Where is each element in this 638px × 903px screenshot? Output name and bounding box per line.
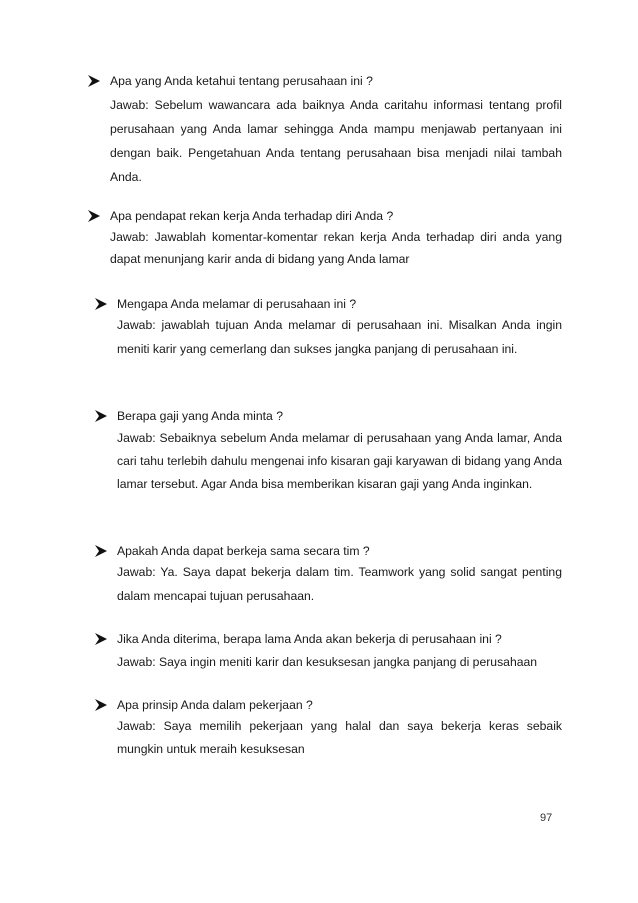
question xyxy=(117,697,562,713)
question xyxy=(110,208,562,224)
question xyxy=(117,631,569,647)
arrowhead-bullet-icon xyxy=(94,409,108,423)
answer: Jawab: Jawablah komentar-komentar rekan kerja Anda terhadap diri anda yang dapat menunjang karir anda di bidang yang Anda lamar xyxy=(110,230,562,266)
qa-item xyxy=(117,543,562,608)
qa-item xyxy=(117,408,562,496)
answer: Jawab: jawablah tujuan Anda melamar di perusahaan ini. Misalkan Anda ingin meniti karir yang cemerlang dan sukses jangka panjang di perusahaan ini. xyxy=(117,318,562,356)
answer: Jawab: Sebelum wawancara ada baiknya Anda caritahu informasi tentang profil perusahaan yang Anda lamar sehingga Anda mampu menjawab pertanyaan ini dengan baik. Pengetahuan Anda tentang perusahaan bisa menjadi nilai tambah Anda. xyxy=(110,98,562,184)
qa-item xyxy=(110,208,562,270)
question xyxy=(110,73,562,89)
question-text: Mengapa Anda melamar di perusahaan ini ? xyxy=(117,297,357,311)
answer: Jawab: Saya memilih pekerjaan yang halal dan saya bekerja keras sebaik mungkin untuk meraih kesuksesan xyxy=(117,719,562,756)
arrowhead-bullet-icon xyxy=(94,544,108,558)
qa-item xyxy=(117,296,562,361)
question xyxy=(117,543,562,559)
arrowhead-bullet-icon xyxy=(87,209,101,223)
question-text: Apa prinsip Anda dalam pekerjaan ? xyxy=(117,698,313,712)
page-number: 97 xyxy=(540,812,553,824)
answer: Jawab: Ya. Saya dapat bekerja dalam tim. Teamwork yang solid sangat penting dalam mencapai tujuan perusahaan. xyxy=(117,565,562,603)
question-text: Jika Anda diterima, berapa lama Anda akan bekerja di perusahaan ini ? xyxy=(117,632,502,646)
arrowhead-bullet-icon xyxy=(87,74,101,88)
question-text: Apakah Anda dapat berkeja sama secara tim ? xyxy=(117,544,370,558)
arrowhead-bullet-icon xyxy=(94,698,108,712)
qa-item xyxy=(110,73,562,189)
question xyxy=(117,408,562,424)
question-text: Apa pendapat rekan kerja Anda terhadap diri Anda ? xyxy=(110,209,394,223)
answer: Jawab: Sebaiknya sebelum Anda melamar di perusahaan yang Anda lamar, Anda cari tahu terlebih dahulu mengenai info kisaran gaji karyawan di bidang yang Anda lamar tersebut. Agar Anda bisa memberikan kisaran gaji yang Anda inginkan. xyxy=(117,431,562,491)
qa-item xyxy=(117,631,569,670)
arrowhead-bullet-icon xyxy=(94,632,108,646)
answer: Jawab: Saya ingin meniti karir dan kesuksesan jangka panjang di perusahaan xyxy=(117,655,538,669)
arrowhead-bullet-icon xyxy=(94,297,108,311)
qa-item xyxy=(117,697,562,761)
question-text: Berapa gaji yang Anda minta ? xyxy=(117,409,284,423)
question xyxy=(117,296,562,312)
question-text: Apa yang Anda ketahui tentang perusahaan ini ? xyxy=(110,74,373,88)
